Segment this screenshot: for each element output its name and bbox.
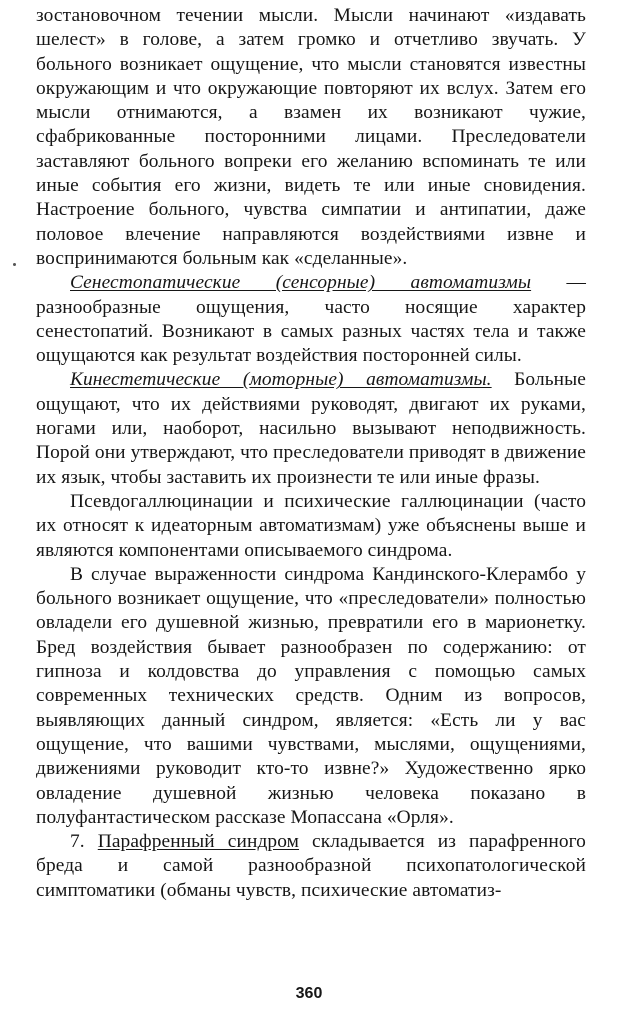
paragraph-6 [36,830,586,903]
scan-speck [13,263,16,266]
paragraph-4: Псевдогаллюцинации и психические галлюцинации (часто их относят к идеаторным автоматизмам) уже объяснены выше и являются компонентами описываемого синдрома. [36,490,586,561]
term-senestopathic-automatisms: Сенестопатические (сенсорные) автоматизмы [70,272,532,294]
term-paraphrenic-syndrome: Парафренный синдром [97,831,300,853]
paragraph-1: зостановочном течении мысли. Мысли начинают «издавать шелест» в голове, а затем громко и отчетливо звучать. У больного возникает ощущение, что мысли становятся известны окружающим и что окружающие повторяют их вслух. Затем его мысли отнимаются, а взамен их возникают чужие, сфабрикованные посторонними лицами. Преследователи заставляют больного вопреки его желанию вспоминать те или иные события его жизни, видеть те или иные сновидения. Настроение больного, чувства симпатии и антипатии, даже половое влечение направляются воздействиями извне и воспринимаются больным как «сделанные». [36,5,586,269]
page-number: 360 [295,985,323,1002]
paragraph-3 [36,368,586,489]
paragraph-5: В случае выраженности синдрома Кандинского-Клерамбо у больного возникает ощущение, что «преследователи» полностью овладели его душевной жизнью, превратили его в марионетку. Бред воздействия бывает разнообразен по содержанию: от гипноза и колдовства до управления с помощью самых современных технических средств. Одним из вопросов, выявляющих данный синдром, является: «Есть ли у вас ощущение, что вашими чувствами, мыслями, ощущениями, движениями руководит кто-то извне?» Художественно ярко овладение душевной жизнью человека показано в полуфантастическом рассказе Мопассана «Орля». [36,563,586,828]
paragraph-2-text: — разнообразные ощущения, часто носящие характер сенестопатий. Возникают в самых разных частях тела и также ощущаются как результат воздействия посторонней силы. [36,272,586,367]
paragraph-3-text: Больные ощущают, что их действиями руководят, двигают их руками, ногами или, наоборот, насильно вызывают неподвижность. Порой они утверждают, что преследователи приводят в движение их язык, чтобы заставить их произнести те или иные фразы. [36,369,587,488]
paragraph-6-text: складывается из парафренного бреда и самой разнообразной психопатологической симптоматики (обманы чувств, психические автоматиз- [36,831,586,901]
page-text [36,4,586,903]
list-number: 7. [70,831,98,853]
term-kinesthetic-automatisms: Кинестетические (моторные) автоматизмы. [70,369,492,391]
paragraph-2 [36,271,586,368]
